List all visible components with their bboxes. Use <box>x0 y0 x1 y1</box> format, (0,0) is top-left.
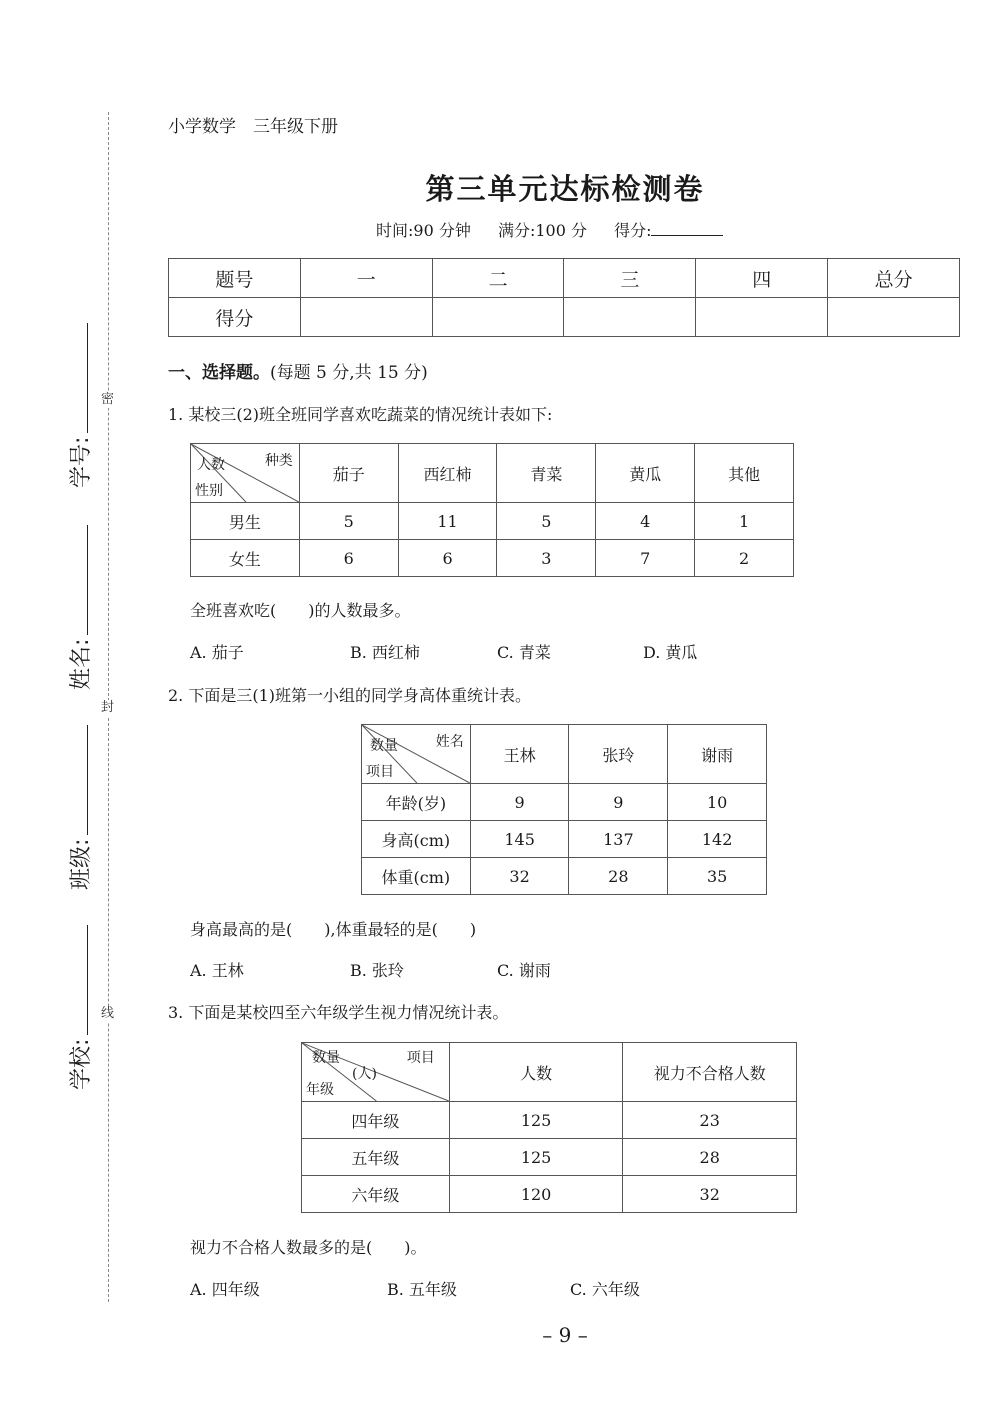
q3-row-label: 四年级 <box>302 1102 450 1139</box>
q1-option-c[interactable]: C. 青菜 <box>497 643 551 662</box>
table-cell: 3 <box>497 540 596 577</box>
q1-row-label: 男生 <box>191 503 300 540</box>
q3-corner-mid2: (人) <box>352 1066 377 1082</box>
q2-option-a[interactable]: A. 王林 <box>190 961 244 980</box>
score-table-header-row <box>169 259 960 298</box>
table-row <box>362 821 767 858</box>
table-cell: 120 <box>449 1176 623 1213</box>
q1-col-header: 茄子 <box>299 444 398 503</box>
section-heading <box>168 358 428 383</box>
q2-col-header: 谢雨 <box>668 725 767 784</box>
q3-header-row <box>302 1043 797 1102</box>
q3-prompt: 视力不合格人数最多的是( )。 <box>190 1238 427 1257</box>
q1-prompt: 全班喜欢吃( )的人数最多。 <box>190 601 411 620</box>
section-note: (每题 5 分,共 15 分) <box>270 363 428 383</box>
table-cell: 145 <box>470 821 569 858</box>
table-row <box>191 503 794 540</box>
q2-prompt: 身高最高的是( ),体重最轻的是( ) <box>190 920 477 939</box>
q2-corner-top: 姓名 <box>435 734 464 750</box>
q1-header-row <box>191 444 794 503</box>
q2-option-c[interactable]: C. 谢雨 <box>497 961 551 980</box>
q1-table <box>190 443 794 577</box>
class-blank[interactable] <box>67 725 88 835</box>
q1-option-a[interactable]: A. 茄子 <box>190 643 244 662</box>
table-cell: 7 <box>596 540 695 577</box>
score-header-cell: 三 <box>564 259 696 298</box>
table-cell: 125 <box>449 1139 623 1176</box>
section-title: 一、选择题。 <box>168 363 270 383</box>
name-label: 姓名: <box>69 638 94 690</box>
table-row <box>191 540 794 577</box>
student-id-blank[interactable] <box>67 323 88 433</box>
student-id-label: 学号: <box>69 436 94 488</box>
q3-corner-bottom: 年级 <box>306 1082 334 1098</box>
table-cell: 125 <box>449 1102 623 1139</box>
q3-option-a[interactable]: A. 四年级 <box>190 1280 260 1299</box>
q1-col-header: 其他 <box>695 444 794 503</box>
table-cell: 4 <box>596 503 695 540</box>
table-cell: 5 <box>299 503 398 540</box>
table-row <box>362 784 767 821</box>
q1-col-header: 青菜 <box>497 444 596 503</box>
q1-option-d[interactable]: D. 黄瓜 <box>643 643 698 662</box>
q1-option-b[interactable]: B. 西红柿 <box>350 643 420 662</box>
q3-row-label: 六年级 <box>302 1176 450 1213</box>
binding-mark-feng: 封 <box>101 700 115 715</box>
q3-option-c[interactable]: C. 六年级 <box>570 1280 640 1299</box>
q2-col-header: 张玲 <box>569 725 668 784</box>
q3-corner-mid: 数量 <box>312 1050 340 1066</box>
time-info: 时间:90 分钟 <box>376 221 471 240</box>
class-field[interactable] <box>64 725 95 890</box>
q1-corner-mid: 人数 <box>197 457 225 473</box>
score-blank[interactable] <box>651 221 723 236</box>
q2-corner-mid: 数量 <box>370 738 398 754</box>
binding-mark-mi: 密 <box>101 392 115 407</box>
q3-corner-top: 项目 <box>406 1050 435 1066</box>
table-cell: 5 <box>497 503 596 540</box>
q1-col-header: 西红柿 <box>398 444 497 503</box>
table-cell: 1 <box>695 503 794 540</box>
table-cell: 35 <box>668 858 767 895</box>
table-cell: 28 <box>569 858 668 895</box>
q2-col-header: 王林 <box>470 725 569 784</box>
score-row-label: 得分 <box>169 298 301 337</box>
q3-table <box>301 1042 797 1213</box>
subject-header: 小学数学 三年级下册 <box>168 117 338 137</box>
school-label: 学校: <box>69 1038 94 1090</box>
table-row <box>302 1176 797 1213</box>
table-cell: 142 <box>668 821 767 858</box>
q2-stem: 2. 下面是三(1)班第一小组的同学身高体重统计表。 <box>168 686 532 705</box>
q1-col-header: 黄瓜 <box>596 444 695 503</box>
q2-header-row <box>362 725 767 784</box>
score-header-cell: 总分 <box>828 259 960 298</box>
table-cell: 6 <box>299 540 398 577</box>
school-field[interactable] <box>64 925 95 1090</box>
score-table-score-row <box>169 298 960 337</box>
q3-corner-cell <box>302 1043 450 1102</box>
table-cell: 6 <box>398 540 497 577</box>
q3-row-label: 五年级 <box>302 1139 450 1176</box>
table-cell: 32 <box>470 858 569 895</box>
q3-stem: 3. 下面是某校四至六年级学生视力情况统计表。 <box>168 1003 509 1022</box>
table-row <box>362 858 767 895</box>
table-cell: 9 <box>569 784 668 821</box>
table-cell: 23 <box>623 1102 797 1139</box>
table-cell: 28 <box>623 1139 797 1176</box>
table-cell: 137 <box>569 821 668 858</box>
q1-corner-top: 种类 <box>264 453 293 469</box>
q1-corner-cell <box>191 444 300 503</box>
score-table <box>168 258 960 337</box>
q2-table <box>361 724 767 895</box>
page-title: 第三单元达标检测卷 <box>425 172 705 206</box>
table-cell: 11 <box>398 503 497 540</box>
name-blank[interactable] <box>67 525 88 635</box>
q2-row-label: 年龄(岁) <box>362 784 471 821</box>
score-cell-3[interactable] <box>564 298 696 337</box>
score-header-cell: 四 <box>696 259 828 298</box>
q3-col-header: 视力不合格人数 <box>623 1043 797 1102</box>
q1-corner-bottom: 性别 <box>195 483 223 499</box>
score-cell-2[interactable] <box>432 298 564 337</box>
score-label: 得分: <box>614 221 652 240</box>
class-label: 班级: <box>69 838 94 890</box>
name-field[interactable] <box>64 525 95 690</box>
score-header-cell: 一 <box>300 259 432 298</box>
score-cell-1[interactable] <box>300 298 432 337</box>
school-blank[interactable] <box>67 925 88 1035</box>
q2-row-label: 体重(cm) <box>362 858 471 895</box>
table-row <box>302 1139 797 1176</box>
q1-row-label: 女生 <box>191 540 300 577</box>
q1-stem: 1. 某校三(2)班全班同学喜欢吃蔬菜的情况统计表如下: <box>168 405 553 424</box>
q2-corner-cell <box>362 725 471 784</box>
exam-meta <box>376 218 745 241</box>
q2-row-label: 身高(cm) <box>362 821 471 858</box>
score-cell-total[interactable] <box>828 298 960 337</box>
table-cell: 32 <box>623 1176 797 1213</box>
binding-mark-xian: 线 <box>101 1006 115 1021</box>
q3-col-header: 人数 <box>449 1043 623 1102</box>
page-number: – 9 – <box>542 1323 588 1347</box>
table-row <box>302 1102 797 1139</box>
score-cell-4[interactable] <box>696 298 828 337</box>
score-header-cell: 二 <box>432 259 564 298</box>
full-score-info: 满分:100 分 <box>497 221 587 240</box>
q2-corner-bottom: 项目 <box>366 764 394 780</box>
q3-option-b[interactable]: B. 五年级 <box>387 1280 457 1299</box>
score-header-cell: 题号 <box>169 259 301 298</box>
table-cell: 2 <box>695 540 794 577</box>
table-cell: 10 <box>668 784 767 821</box>
q2-option-b[interactable]: B. 张玲 <box>350 961 404 980</box>
student-id-field[interactable] <box>64 323 95 488</box>
table-cell: 9 <box>470 784 569 821</box>
